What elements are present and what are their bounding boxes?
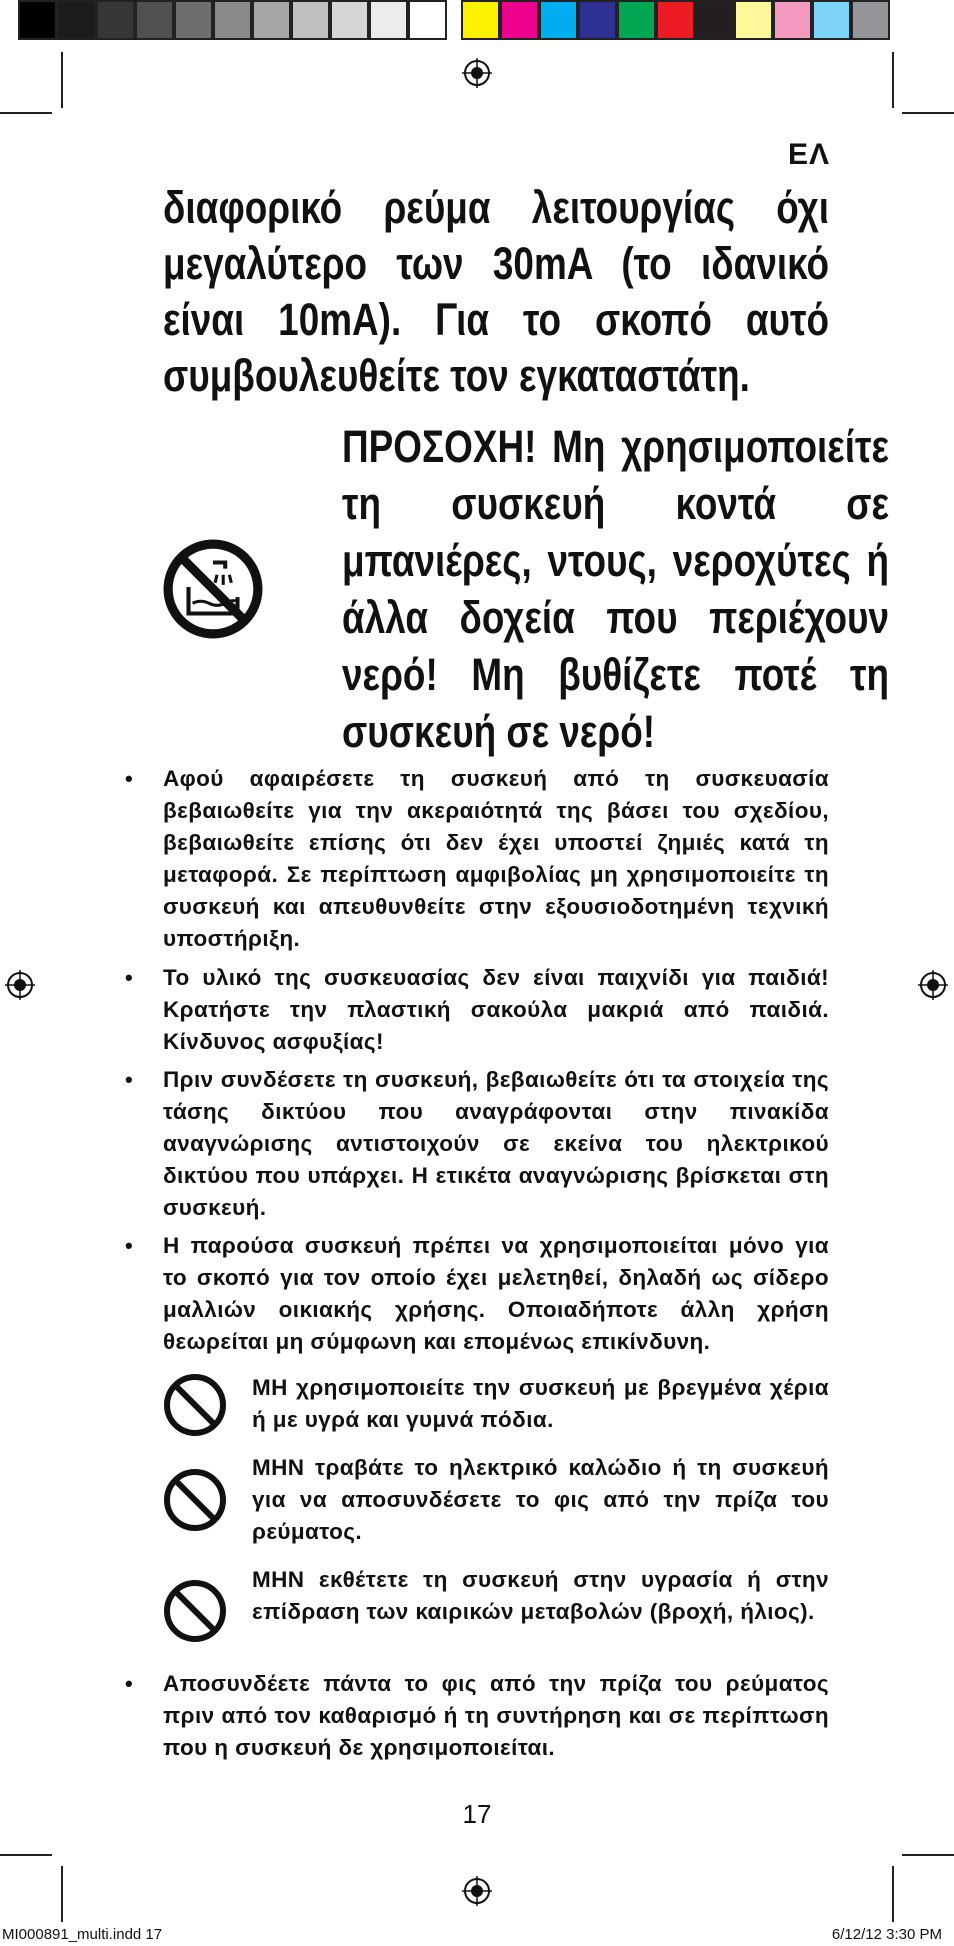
registration-mark-icon [462, 1876, 492, 1906]
crop-mark [902, 1854, 954, 1856]
crop-mark [892, 52, 894, 108]
prohibition-text: ΜΗΝ τραβάτε το ηλεκτρικό καλώδιο ή τη συσκευή για να αποσυνδέσετε το φις από την πρίζα του ρεύματος. [252, 1455, 829, 1544]
crop-mark [902, 112, 954, 114]
color-swatch [812, 0, 851, 40]
color-swatch [617, 0, 656, 40]
color-swatch [773, 0, 812, 40]
list-item [125, 1064, 829, 1224]
list-item [125, 962, 829, 1058]
color-swatch [851, 0, 890, 40]
color-swatch [213, 0, 252, 40]
bullet-marker: • [125, 1067, 134, 1092]
color-swatch [291, 0, 330, 40]
crop-mark [61, 52, 63, 108]
color-bar-gap [447, 0, 461, 44]
color-swatch [135, 0, 174, 40]
registration-mark-icon [918, 970, 948, 1000]
color-swatch [369, 0, 408, 40]
color-swatch [500, 0, 539, 40]
list-item [125, 1230, 829, 1358]
color-swatch [695, 0, 734, 40]
color-swatch [174, 0, 213, 40]
registration-mark-icon [5, 970, 35, 1000]
list-item-text: Αφού αφαιρέσετε τη συσκευή από τη συσκευασία βεβαιωθείτε για την ακεραιότητά της βάσει του σχεδίου, βεβαιωθείτε επίσης ότι δεν έχει υποστεί ζημιές κατά τη μεταφορά. Σε περίπτωση αμφιβολίας μη χρησιμοποιείτε τη συσκευή και απευθυνθείτε στην εξουσιοδοτημένη τεχνική υποστήριξη. [163, 766, 829, 951]
prohibition-icon [162, 1578, 228, 1644]
bullet-marker: • [125, 965, 134, 990]
prohibition-text: ΜΗ χρησιμοποιείτε την συσκευή με βρεγμένα χέρια ή με υγρά και γυμνά πόδια. [252, 1375, 829, 1432]
list-item-text: Το υλικό της συσκευασίας δεν είναι παιχνίδι για παιδιά! Κρατήστε την πλαστική σακούλα μακριά από παιδιά. Κίνδυνος ασφυξίας! [163, 965, 829, 1054]
color-swatch [734, 0, 773, 40]
color-swatch [330, 0, 369, 40]
color-swatch [252, 0, 291, 40]
prohibition-icon [162, 1467, 228, 1533]
color-swatch [539, 0, 578, 40]
crop-mark [892, 1866, 894, 1922]
list-item [125, 763, 829, 955]
color-swatch [461, 0, 500, 40]
printer-color-bar [18, 0, 890, 44]
warning-paragraph: ΠΡΟΣΟΧΗ! Μη χρησιμοποιείτε τη συσκευή κοντά σε μπανιέρες, ντους, νεροχύτες ή άλλα δοχεία που περιέχουν νερό! Μη βυθίζετε ποτέ τη συσκευή σε νερό! [342, 421, 890, 757]
list-item-text: Η παρούσα συσκευή πρέπει να χρησιμοποιείται μόνο για το σκοπό για τον οποίο έχει μελετηθεί, δηλαδή ως σίδερο μαλλιών οικιακής χρήσης. Οποιαδήποτε άλλη χρήση θεωρείται μη σύμφωνη και επομένως επικίνδυνη. [163, 1233, 829, 1354]
list-item-text: Πριν συνδέσετε τη συσκευή, βεβαιωθείτε ότι τα στοιχεία της τάσης δικτύου που αναγράφονται στην πινακίδα αναγνώρισης αντιστοιχούν σε εκείνα του ηλεκτρικού δικτύου που υπάρχει. Η ετικέτα αναγνώρισης βρίσκεται στη συσκευή. [163, 1067, 829, 1220]
crop-mark [0, 112, 52, 114]
color-swatch [408, 0, 447, 40]
list-item-text: Αποσυνδέετε πάντα το φις από την πρίζα του ρεύματος πριν από τον καθαρισμό ή τη συντήρηση και σε περίπτωση που η συσκευή δε χρησιμοποιείται. [163, 1671, 829, 1760]
list-item [125, 1668, 829, 1764]
prohibition-icon [162, 1372, 228, 1438]
bullet-marker: • [125, 1233, 134, 1258]
bullet-marker: • [125, 1671, 134, 1696]
color-swatch [18, 0, 57, 40]
color-swatch [578, 0, 617, 40]
intro-paragraph: διαφορικό ρεύμα λειτουργίας όχι μεγαλύτερο των 30mA (το ιδανικό είναι 10mA). Για το σκοπό αυτό συμβουλευθείτε τον εγκαταστάτη. [163, 182, 829, 401]
file-slug: MI000891_multi.indd 17 [2, 1926, 163, 1943]
crop-mark [0, 1854, 52, 1856]
bullet-marker: • [125, 766, 134, 791]
date-slug: 6/12/12 3:30 PM [831, 1926, 942, 1943]
page-number: 17 [462, 1799, 492, 1829]
language-tag: ΕΛ [787, 138, 830, 171]
registration-mark-icon [462, 58, 492, 88]
no-bath-water-icon [162, 538, 264, 640]
color-swatch [656, 0, 695, 40]
color-swatch [57, 0, 96, 40]
color-swatch [96, 0, 135, 40]
crop-mark [61, 1866, 63, 1922]
prohibition-text: ΜΗΝ εκθέτετε τη συσκευή στην υγρασία ή στην επίδραση των καιρικών μεταβολών (βροχή, ήλιος). [252, 1567, 829, 1624]
